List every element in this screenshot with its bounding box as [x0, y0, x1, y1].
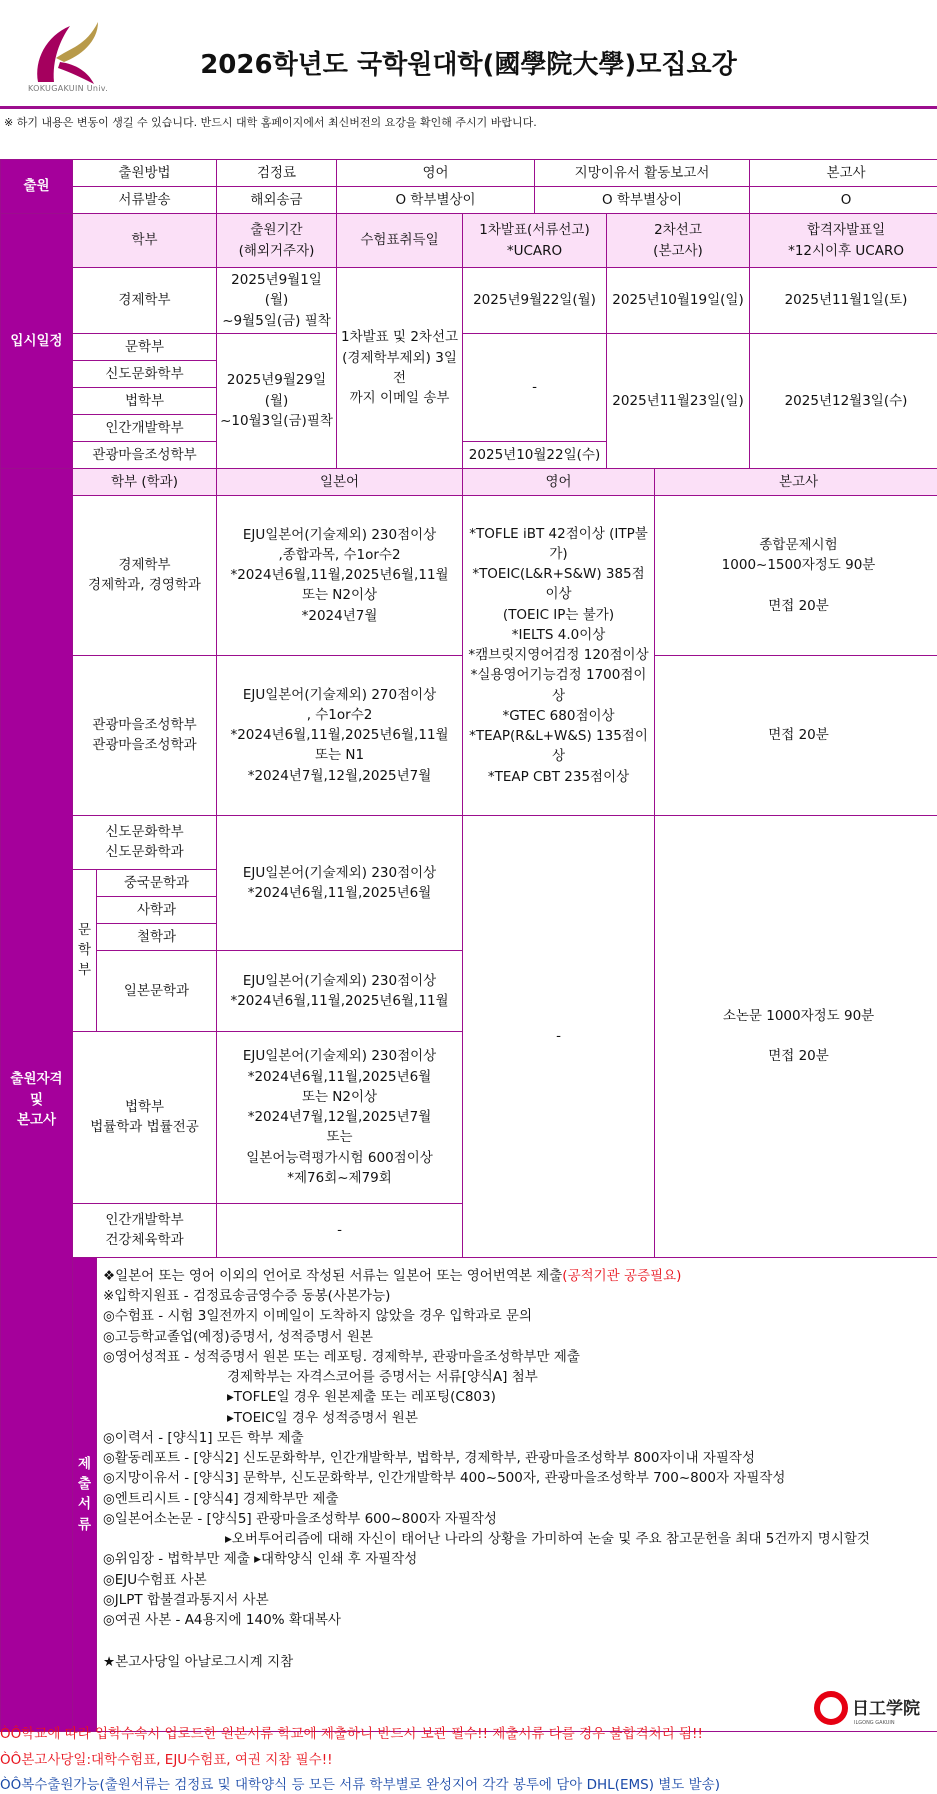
- svg-text:ILGONG GAKUIN: ILGONG GAKUIN: [854, 1719, 895, 1726]
- section-documents: 제출서류: [73, 1257, 97, 1731]
- sched-row-econ: 경제학부: [73, 268, 217, 334]
- sched-header-ticket: 수험표취득일: [337, 214, 463, 268]
- header-divider: [0, 106, 937, 109]
- doc-line: 경제학부는 자격스코어를 증명서는 서류[양식A] 첨부: [227, 1369, 538, 1385]
- sched-other-result: 2025년12월3일(수): [750, 333, 937, 468]
- qual-lit-japanese: 일본문학과: [97, 950, 217, 1031]
- qual-tourism-dept: 관광마을조성학부 관광마을조성학과: [73, 655, 217, 815]
- sched-other-first: -: [463, 333, 607, 441]
- doc-line: ◎영어성적표 - 성적증명서 원본 또는 레포팅. 경제학부, 관광마을조성학부만 제출: [103, 1348, 580, 1365]
- qual-lit-philosophy: 철학과: [97, 923, 217, 950]
- qual-tourism-jp: EJU일본어(기술제외) 270점이상 , 수1or수2 *2024년6월,11월,2025년6월,11월 또는 N1 *2024년7월,12월,2025년7월: [217, 655, 463, 815]
- doc-line: ※입학지원표 - 검정료송금영수증 동봉(사본가능): [103, 1288, 391, 1304]
- sched-row-law: 법학부: [73, 387, 217, 414]
- qual-econ-jp: EJU일본어(기술제외) 230점이상 ,종합과목, 수1or수2 *2024년6월,11월,2025년6월,11월 또는 N2이상 *2024년7월: [217, 495, 463, 655]
- documents-list: [97, 1257, 937, 1731]
- qual-english-other: -: [463, 815, 655, 1257]
- app-header-fee: 검정료: [217, 160, 337, 187]
- qual-law-dept: 법학부 법률학과 법률전공: [73, 1031, 217, 1203]
- doc-line: ◎고등학교졸업(예정)증명서, 성적증명서 원본: [103, 1328, 373, 1345]
- doc-line: ◎여권 사본 - A4용지에 140% 확대복사: [103, 1612, 341, 1628]
- qual-header-exam: 본고사: [655, 468, 937, 495]
- doc-line: ◎위임장 - 법학부만 제출 ▸대학양식 인쇄 후 자필작성: [103, 1551, 418, 1568]
- sched-header-result: 합격자발표일 *12시이후 UCARO: [750, 214, 937, 268]
- doc-line: ▸TOFLE일 경우 원본제출 또는 레포팅(C803): [227, 1389, 496, 1406]
- qual-header-en: 영어: [463, 468, 655, 495]
- app-header-exam: 본고사: [750, 160, 937, 187]
- footer-note-2: ÒÔ본고사당일:대학수험표, EJU수험표, 여권 지참 필수!!: [0, 1752, 333, 1768]
- qual-econ-dept: 경제학부 경제학과, 경영학과: [73, 495, 217, 655]
- app-value-english: O 학부별상이: [337, 187, 535, 214]
- page-title: 2026학년도 국학원대학(國學院大學)모집요강: [200, 50, 737, 80]
- footer-note-3: ÒÔ복수출원가능(출원서류는 검정료 및 대학양식 등 모든 서류 학부별로 완성지어 각각 봉투에 담아 DHL(EMS) 별도 발송): [0, 1777, 720, 1793]
- qual-lit-chinese: 중국문학과: [97, 869, 217, 896]
- page-header: [0, 0, 937, 106]
- qual-human-jp: -: [217, 1203, 463, 1257]
- doc-line-watch: ★본고사당일 아날로그시계 지참: [103, 1654, 294, 1671]
- doc-line-translation: ❖일본어 또는 영어 이외의 언어로 작성된 서류는 일본어 또는 영어번역본 제출(공적기관 공증필요): [103, 1267, 682, 1284]
- qual-english: *TOFLE iBT 42점이상 (ITP불가) *TOEIC(L&R+S&W) 385점이상 (TOEIC IP는 불가) *IELTS 4.0이상 *캠브릿지영어검정 120점이상 *실용영어기능검정 1700점이상 *GTEC 680점이상 *TEAP(R&L+W&S) 135점이상 *TEAP CBT 235점이상: [463, 495, 655, 815]
- doc-line: ◎EJU수험표 사본: [103, 1571, 207, 1588]
- section-schedule: 입시일정: [1, 214, 73, 469]
- doc-line: ◎활동레포트 - [양식2] 신도문화학부, 인간개발학부, 법학부, 경제학부, 관광마을조성학부 800자이내 자필작성: [103, 1450, 756, 1466]
- doc-line: ◎이력서 - [양식1] 모든 학부 제출: [103, 1429, 304, 1446]
- section-qualification: 출원자격 및 본고사: [1, 468, 73, 1731]
- sched-tourism-first: 2025년10월22일(수): [463, 441, 607, 468]
- doc-line: ◎지망이유서 - [양식3] 문학부, 신도문화학부, 인간개발학부 400~500자, 관광마을조성학부 700~800자 자필작성: [103, 1470, 786, 1487]
- sched-other-second: 2025년11월23일(일): [607, 333, 750, 468]
- sched-row-tourism: 관광마을조성학부: [73, 441, 217, 468]
- sched-row-shinto: 신도문화학부: [73, 360, 217, 387]
- sched-header-first: 1차발표(서류선고) *UCARO: [463, 214, 607, 268]
- qual-shinto-dept: 신도문화학부 신도문화학과: [73, 815, 217, 869]
- sched-econ-period: 2025년9월1일(월) ~9월5일(금) 필착: [217, 268, 337, 334]
- qual-lit-label: 문 학 부: [73, 869, 97, 1031]
- doc-line: ▸TOEIC일 경우 성적증명서 원본: [227, 1409, 418, 1426]
- qual-human-dept: 인간개발학부 건강체육학과: [73, 1203, 217, 1257]
- section-application: 출원: [1, 160, 73, 214]
- qual-shinto-lit-jp: EJU일본어(기술제외) 230점이상 *2024년6월,11월,2025년6월: [217, 815, 463, 950]
- doc-line: ◎엔트리시트 - [양식4] 경제학부만 제출: [103, 1490, 339, 1507]
- qual-tourism-exam: 면접 20분: [655, 655, 937, 815]
- notice-text: ※ 하기 내용은 변동이 생길 수 있습니다. 반드시 대학 홈페이지에서 최신버전의 요강을 확인해 주시기 바랍니다.: [4, 116, 537, 129]
- app-header-method: 출원방법: [73, 160, 217, 187]
- sched-ticket: 1차발표 및 2차선고 (경제학부제외) 3일전 까지 이메일 송부: [337, 268, 463, 469]
- qual-law-jp: EJU일본어(기술제외) 230점이상 *2024년6월,11월,2025년6월 또는 N2이상 *2024년7월,12월,2025년7월 또는 일본어능력평가시험 600점이상 *제76회~제79회: [217, 1031, 463, 1203]
- sched-header-dept: 학부: [73, 214, 217, 268]
- app-header-reason: 지망이유서 활동보고서: [535, 160, 750, 187]
- qual-header-dept: 학부 (학과): [73, 468, 217, 495]
- app-value-exam: O: [750, 187, 937, 214]
- doc-line: ◎일본어소논문 - [양식5] 관광마을조성학부 600~800자 자필작성: [103, 1510, 497, 1527]
- footer-note-1: ÒÔ학교에 따라 입학수속시 업로드한 원본서류 학교에 제출하니 반드시 보관 필수!! 제출서류 다를 경우 불합격처리 됨!!: [0, 1726, 703, 1742]
- sched-econ-second: 2025년10월19일(일): [607, 268, 750, 334]
- app-value-reason: O 학부별상이: [535, 187, 750, 214]
- doc-line: ◎수험표 - 시험 3일전까지 이메일이 도착하지 않았을 경우 입학과로 문의: [103, 1308, 533, 1325]
- sched-row-human: 인간개발학부: [73, 414, 217, 441]
- sched-other-period: 2025년9월29일(월) ~10월3일(금)필착: [217, 333, 337, 468]
- sched-row-lit: 문학부: [73, 333, 217, 360]
- logo-text: KOKUGAKUIN Univ.: [28, 84, 109, 93]
- doc-line: ◎JLPT 합불결과통지서 사본: [103, 1591, 269, 1608]
- app-value-method: 서류발송: [73, 187, 217, 214]
- sched-econ-first: 2025년9월22일(월): [463, 268, 607, 334]
- qual-exam-other: 소논문 1000자정도 90분 면접 20분: [655, 815, 937, 1257]
- sched-header-period: 출원기간 (해외거주자): [217, 214, 337, 268]
- qual-econ-exam: 종합문제시험 1000~1500자정도 90분 면접 20분: [655, 495, 937, 655]
- doc-line: ▸오버투어리즘에 대해 자신이 태어난 나라의 상황을 가미하여 논술 및 주요 참고문헌을 최대 5건까지 명시할것: [225, 1531, 870, 1547]
- admission-table: [0, 159, 937, 1732]
- app-value-fee: 해외송금: [217, 187, 337, 214]
- sched-header-second: 2차선고 (본고사): [607, 214, 750, 268]
- qual-jlit-jp: EJU일본어(기술제외) 230점이상 *2024년6월,11월,2025년6월,11월: [217, 950, 463, 1031]
- qual-lit-history: 사학과: [97, 896, 217, 923]
- svg-text:日工学院: 日工学院: [852, 1698, 921, 1719]
- app-header-english: 영어: [337, 160, 535, 187]
- sched-econ-result: 2025년11월1일(토): [750, 268, 937, 334]
- qual-header-jp: 일본어: [217, 468, 463, 495]
